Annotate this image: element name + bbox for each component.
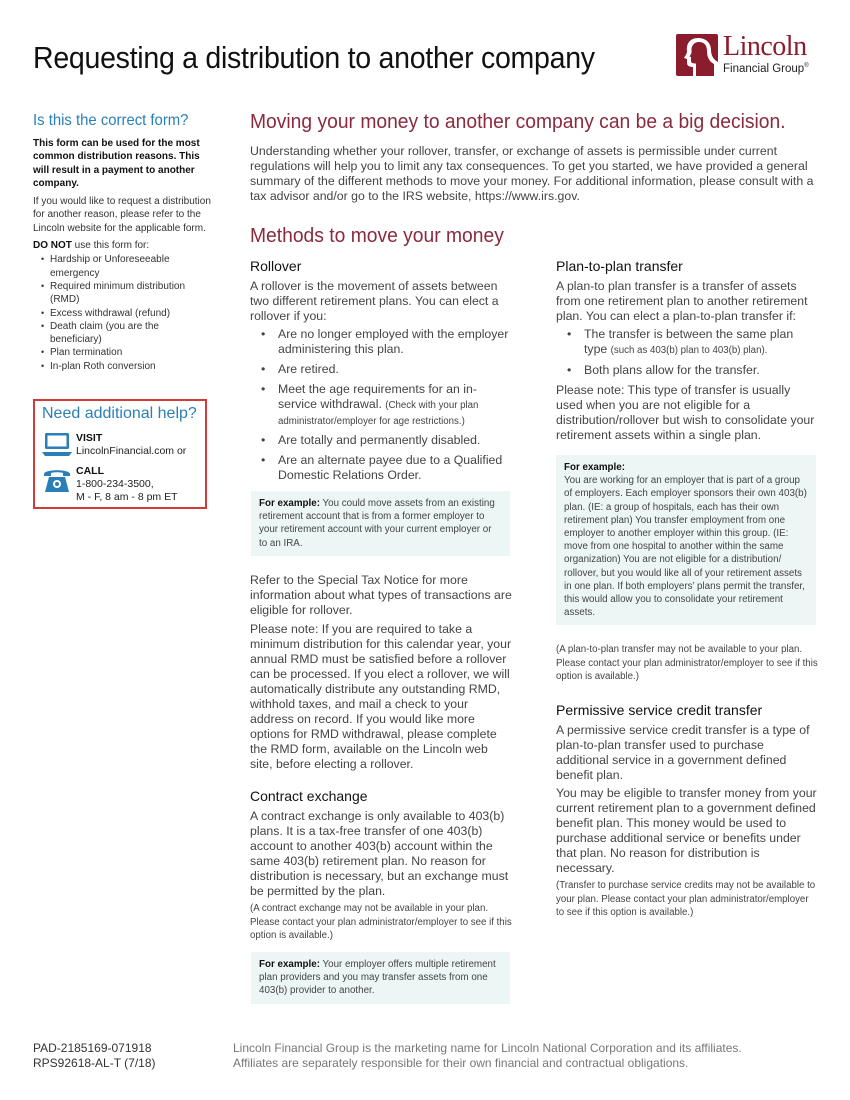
list-item: • Are retired.: [250, 362, 512, 377]
rollover-paragraph: A rollover is the movement of assets between two different retirement plans. You can elect a rollover if you:: [250, 279, 499, 323]
list-item: • Meet the age requirements for an in-service withdrawal. (Check with your plan administrator/employer for age restrictions.): [250, 382, 512, 428]
list-item: • Are no longer employed with the employer administering this plan.: [250, 327, 512, 357]
page-title: Requesting a distribution to another company: [33, 40, 595, 75]
main-heading: Moving your money to another company can be a big decision.: [250, 110, 786, 133]
rollover-refer: Refer to the Special Tax Notice for more information about what types of transactions are eligible for rollover.: [250, 573, 512, 617]
help-heading: Need additional help?: [42, 405, 197, 422]
list-item: • Death claim (you are the beneficiary): [43, 320, 213, 347]
computer-icon: [42, 432, 72, 458]
call-row: [42, 465, 178, 505]
plan-to-plan-paragraph: A plan-to plan transfer is a transfer of assets from one retirement plan to another retirement plan. You can elect a plan-to-plan transfer if:: [556, 279, 808, 323]
permissive-availability: (Transfer to purchase service credits may not be available to your plan. Please contact your plan administrator/employer to see if this option is available.): [556, 880, 816, 918]
rollover-conditions: [250, 327, 512, 483]
plan-to-plan-example-box: [556, 455, 816, 625]
help-box: [33, 399, 207, 509]
list-item: • Excess withdrawal (refund): [43, 307, 213, 320]
call-label: CALL: [76, 465, 104, 477]
methods-heading: Methods to move your money: [250, 224, 504, 247]
sidebar-heading: Is this the correct form?: [33, 112, 189, 129]
visit-row: [42, 432, 186, 463]
contract-note: (A contract exchange may not be available in your plan. Please contact your plan administrator/employer to see if this option is available.): [250, 903, 512, 941]
phone-icon: [42, 465, 72, 495]
contract-paragraph: A contract exchange is only available to 403(b) plans. It is a tax-free transfer of one 403(b) account to another 403(b) account within the same 403(b) retirement plan. No reason for distribution is necessary, but an exchange must be permitted by the plan.: [250, 809, 509, 898]
do-not-line: DO NOT use this form for:: [33, 240, 150, 252]
example-text: You are working for an employer that is part of a group of employers. Each employer sponsors their own 403(b) plan. (IE: a group of hospitals, each has their own retirement plan) You transfer employment from one employer to another employer within this group. (IE: move from one hospital to another within the same organization) You are not eligible for a distribution/ rollover, but you would like all of your retirement assets in one plan. If both employers’ plans permit the transfer, this would allow you to consolidate your retirement assets.: [564, 475, 807, 619]
footer-disclaimer: Lincoln Financial Group is the marketing name for Lincoln National Corporation and its affiliates. Affiliates are separately responsible for their own financial and contractual obligations.: [233, 1041, 742, 1070]
list-item: • Hardship or Unforeseeable emergency: [43, 253, 213, 280]
permissive-heading: Permissive service credit transfer: [556, 702, 763, 718]
visit-link[interactable]: LincolnFinancial.com or: [76, 445, 187, 458]
form-codes: [33, 1041, 156, 1071]
contract-example-box: For example: Your employer offers multiple retirement plan providers and you may transfer assets from one 403(b) provider to another.: [251, 952, 510, 1004]
logo-wordmark: Lincoln: [723, 31, 807, 62]
intro-paragraph: Understanding whether your rollover, transfer, or exchange of assets is permissible under current regulations will help you to limit any tax consequences. To get you started, we have provided a general summary of the different methods to move your money. For additional information, please consult with a tax advisor and/or go to the IRS website, https://www.irs.gov.: [250, 144, 814, 203]
plan-to-plan-conditions: [556, 327, 818, 378]
plan-to-plan-note: Please note: This type of transfer is usually used when you are not eligible for a distribution/rollover but wish to consolidate your retirement assets within a single plan.: [556, 382, 815, 442]
sidebar-paragraph: If you would like to request a distribution for another reason, please refer to the Lincoln website for the applicable form.: [33, 196, 211, 234]
list-item: • The transfer is between the same plan type (such as 403(b) plan to 403(b) plan).: [556, 327, 818, 358]
logo-subtitle: Financial Group®: [723, 63, 809, 75]
list-item: • Both plans allow for the transfer.: [556, 363, 818, 378]
excluded-reasons-list: [33, 253, 213, 373]
rollover-heading: Rollover: [250, 258, 302, 274]
list-item: • Are an alternate payee due to a Qualified Domestic Relations Order.: [250, 453, 512, 483]
plan-to-plan-heading: Plan-to-plan transfer: [556, 258, 683, 274]
lincoln-profile-icon: [676, 34, 718, 76]
permissive-paragraph-2: You may be eligible to transfer money from your current retirement plan to a government defined benefit plan. This money would be used to purchase additional service or benefits under that plan. No reason for distribution is necessary.: [556, 786, 817, 875]
lincoln-logo: [676, 32, 821, 80]
contract-section: [250, 788, 512, 943]
phone-number[interactable]: 1-800-234-3500,: [76, 478, 154, 491]
example-label: For example:: [564, 462, 625, 473]
plan-to-plan-section: [556, 258, 818, 446]
sidebar: [33, 112, 213, 373]
list-item: • Are totally and permanently disabled.: [250, 433, 512, 448]
permissive-section: [556, 702, 818, 920]
sidebar-bold-text: This form can be used for the most common distribution reasons. This will result in a payment to another company.: [33, 138, 200, 189]
call-hours: M - F, 8 am - 8 pm ET: [76, 491, 178, 504]
list-item: • Plan termination: [43, 346, 213, 359]
rollover-note: Please note: If you are required to take a minimum distribution for this calendar year, your annual RMD must be satisfied before a rollover can be processed. If you elect a rollover, we will automatically distribute any outstanding RMD, withhold taxes, and mail a check to your address on record. If you would like more options for RMD withdrawal, please complete the RMD form, available on the Lincoln web site, before electing a rollover.: [250, 622, 512, 771]
permissive-paragraph-1: A permissive service credit transfer is a type of plan-to-plan transfer used to purchase additional service in a government defined benefit plan.: [556, 723, 810, 782]
list-item: • In-plan Roth conversion: [43, 360, 213, 373]
list-item: • Required minimum distribution (RMD): [43, 280, 213, 307]
plan-to-plan-availability: (A plan-to-plan transfer may not be available to your plan. Please contact your plan administrator/employer to see if this option is available.): [556, 644, 818, 682]
form-code: PAD-2185169-071918: [33, 1041, 152, 1055]
rollover-section: [250, 258, 512, 488]
visit-label: VISIT: [76, 432, 103, 444]
rollover-example-box: For example: You could move assets from an existing retirement account that is from a former employer to your retirement account with your current employer or to an IRA.: [251, 491, 510, 556]
contract-heading: Contract exchange: [250, 788, 368, 804]
form-code: RPS92618-AL-T (7/18): [33, 1056, 156, 1070]
